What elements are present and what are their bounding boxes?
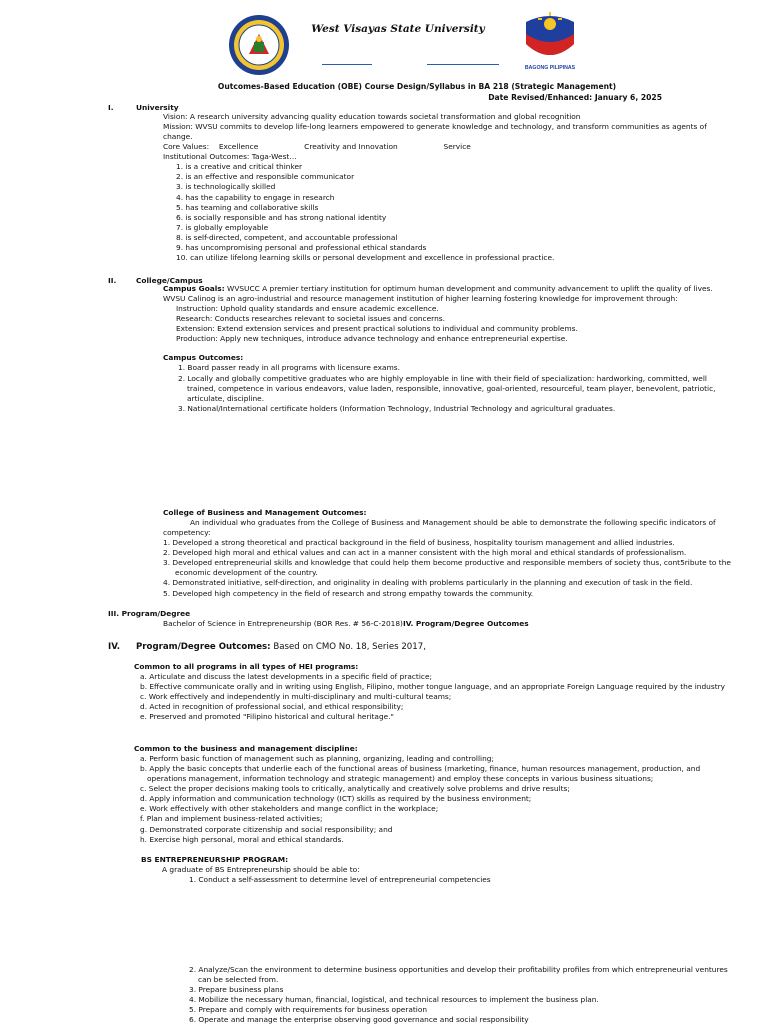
core-values-label: Core Values:: [163, 142, 210, 152]
list-item: 1. Board passer ready in all programs with licensure exams.: [178, 363, 400, 373]
campus-goals-label: Campus Goals:: [163, 284, 225, 293]
campus-outcomes-list: [163, 363, 738, 413]
college-campus-section: [163, 284, 738, 414]
list-item: d. Acted in recognition of professional social, and ethical responsibility;: [140, 702, 404, 712]
program-outcomes-inline: IV. Program/Degree Outcomes: [402, 619, 529, 629]
list-item: g. Demonstrated corporate citizenship and social responsibility; and: [140, 824, 393, 834]
list-item: 2. is an effective and responsible communicator: [176, 172, 355, 182]
list-item: 3. Prepare business plans: [189, 985, 284, 995]
list-item: 6. is socially responsible and has strong national identity: [176, 212, 387, 222]
list-item: 7. is globally employable: [176, 222, 269, 232]
list-item: 5. has teaming and collaborative skills: [176, 202, 319, 212]
syllabus-title: Outcomes-Based Education (OBE) Course Design/Syllabus in BA 218 (Strategic Management): [217, 82, 617, 91]
core-value-excellence: Excellence: [218, 142, 259, 152]
core-value-service: Service: [443, 142, 471, 152]
calinog-text: WVSU Calinog is an agro-industrial and resource management institution of higher learning fostering knowledge for improvement through:: [163, 294, 678, 304]
university-section: [163, 112, 733, 263]
section-3-heading: III. Program/Degree: [108, 609, 191, 618]
pillar-research: Research: Conducts researches relevant to societal issues and concerns.: [176, 314, 445, 324]
list-item: 1. Conduct a self-assessment to determine level of entrepreneurial competencies: [189, 875, 491, 885]
list-item: 2. Locally and globally competitive graduates who are highly employable in line with their field of specialization: hardworking, committed, well trained, competence in various endeavors, value laden, responsible, innovative, goal-oriented, resourceful, team player, benevolent, patriotic, articulate, discipline.: [178, 373, 716, 403]
list-item: 1. Developed a strong theoretical and practical background in the field of business, hospitality tourism management and allied industries.: [163, 538, 675, 548]
list-item: 4. has the capability to engage in research: [176, 192, 335, 202]
list-item: f. Plan and implement business-related activities;: [140, 814, 323, 824]
list-item: e. Work effectively with other stakeholders and mange conflict in the workplace;: [140, 804, 439, 814]
university-name: West Visayas State University: [311, 23, 485, 35]
bs-entrepreneurship-section: [141, 855, 731, 1025]
cbm-outcomes-list: [163, 538, 741, 598]
list-item: 2. Developed high moral and ethical values and can act in a manner consistent with the high moral and ethical standards of professionalism.: [163, 548, 687, 558]
list-item: 8. is self-directed, competent, and accountable professional: [176, 232, 398, 242]
section-2-title: College/Campus: [136, 276, 203, 285]
mission-text: Mission: WVSU commits to develop life-long learners empowered to generate knowledge and technology, and transform communities as agents of change.: [163, 122, 707, 142]
common-hei-label: Common to all programs in all types of HEI programs:: [134, 662, 359, 671]
pillar-extension: Extension: Extend extension services and present practical solutions to individual and community problems.: [176, 324, 578, 334]
pillar-production: Production: Apply new techniques, introduce advance technology and enhance entrepreneurial expertise.: [176, 334, 568, 344]
pillar-instruction: Instruction: Uphold quality standards and ensure academic excellence.: [176, 304, 439, 314]
list-item: 10. can utilize lifelong learning skills or personal development and excellence in professional practice.: [176, 252, 555, 262]
campus-goals-text: WVSUCC A premier tertiary institution for optimum human development and community advancement to uplift the quality of lives.: [224, 284, 713, 293]
section-4-subtitle: Based on CMO No. 18, Series 2017,: [270, 642, 426, 652]
list-item: h. Exercise high personal, moral and ethical standards.: [140, 834, 344, 844]
list-item: 4. Demonstrated initiative, self-direction, and originality in dealing with problems particularly in the planning and execution of task in the field.: [163, 578, 693, 588]
program-text: [108, 619, 728, 629]
wvsu-seal-logo: [228, 14, 290, 76]
list-item: 5. Developed high competency in the field of research and strong empathy towards the community.: [163, 588, 534, 598]
list-item: 5. Prepare and comply with requirements for business operation: [189, 1005, 428, 1015]
business-discipline-section: [134, 744, 730, 845]
common-hei-section: [134, 662, 730, 722]
institutional-outcomes-list: [163, 162, 733, 263]
list-item: c. Work effectively and independently in multi-disciplinary and multi-cultural teams;: [140, 692, 452, 702]
campus-outcomes-label: Campus Outcomes:: [163, 353, 244, 363]
cbm-outcomes-section: [163, 508, 741, 599]
bagong-pilipinas-logo: [520, 10, 580, 72]
date-revised: Date Revised/Enhanced: January 6, 2025: [488, 93, 662, 102]
list-item: e. Preserved and promoted "Filipino historical and cultural heritage.": [140, 712, 394, 722]
bagong-pilipinas-text: BAGONG PILIPINAS: [524, 65, 576, 71]
vision-text: Vision: A research university advancing quality education towards societal transformation and global recognition: [163, 112, 581, 121]
list-item: 4. Mobilize the necessary human, financial, logistical, and technical resources to implement the business plan.: [189, 995, 599, 1005]
list-item: 2. Analyze/Scan the environment to determine business opportunities and develop their profitability profiles from which entrepreneurial ventures can be selected from.: [189, 965, 728, 985]
core-values: [163, 142, 733, 152]
list-item: b. Effective communicate orally and in writing using English, Filipino, mother tongue language, and an appropriate Foreign Language required by the industry: [140, 682, 726, 692]
list-item: c. Select the proper decisions making tools to critically, analytically and creatively solve problems and drive results;: [140, 784, 570, 794]
list-item: a. Perform basic function of management such as planning, organizing, leading and controlling;: [140, 754, 494, 764]
bs-entrepreneurship-label: BS ENTREPRENEURSHIP PROGRAM:: [141, 855, 289, 864]
program-degree-section: [108, 609, 728, 629]
section-4-number: IV.: [108, 642, 121, 652]
underline-right: [427, 64, 499, 65]
common-hei-list: [134, 672, 730, 722]
section-1-title: University: [136, 103, 179, 112]
list-item: d. Apply information and communication technology (ICT) skills as required by the business environment;: [140, 794, 532, 804]
bs-entrepreneurship-list-part1: [141, 875, 731, 885]
program-name: Bachelor of Science in Entrepreneurship (BOR Res. # 56-C-2018): [163, 619, 403, 629]
bs-entrepreneurship-list-part2: [141, 965, 731, 1025]
business-discipline-label: Common to the business and management discipline:: [134, 744, 358, 753]
section-2-number: II.: [108, 276, 117, 285]
section-1-number: I.: [108, 103, 114, 112]
list-item: b. Apply the basic concepts that underlie each of the functional areas of business (marketing, finance, human resources management, production, and operations management, information technology and strategic management) and employ these concepts in various business situations;: [140, 764, 701, 784]
business-discipline-list: [134, 754, 730, 845]
list-item: 6. Operate and manage the enterprise observing good governance and social responsibility: [189, 1015, 529, 1025]
core-value-creativity: Creativity and Innovation: [304, 142, 398, 152]
institutional-outcomes-label: Institutional Outcomes: Taga-West…: [163, 152, 297, 162]
list-item: 3. is technologically skilled: [176, 182, 276, 192]
section-4-title: Program/Degree Outcomes:: [136, 642, 271, 652]
list-item: 3. Developed entrepreneurial skills and knowledge that could help them become productive and responsible members of society thus, cont5ribute to the economic development of the country.: [163, 558, 731, 578]
list-item: a. Articulate and discuss the latest developments in a specific field of practice;: [140, 672, 432, 682]
bs-entrepreneurship-intro: A graduate of BS Entrepreneurship should be able to:: [162, 865, 360, 875]
list-item: 9. has uncompromising personal and professional ethical standards: [176, 242, 427, 252]
list-item: 3. National/International certificate holders (Information Technology, Industrial Technology and agricultural graduates.: [178, 403, 616, 413]
cbm-outcomes-label: College of Business and Management Outcomes:: [163, 508, 367, 517]
campus-goals: [163, 284, 738, 294]
section-4-heading: [136, 642, 426, 654]
cbm-intro: An individual who graduates from the College of Business and Management should be able to demonstrate the following specific indicators of competency:: [163, 518, 716, 538]
list-item: 1. is a creative and critical thinker: [176, 162, 303, 172]
underline-left: [322, 64, 372, 65]
